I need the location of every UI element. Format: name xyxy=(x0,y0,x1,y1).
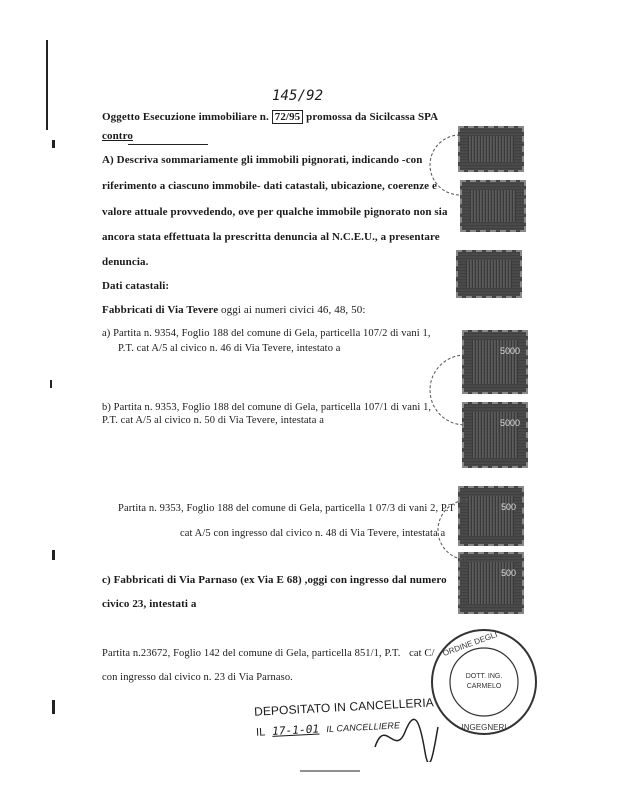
postmark-arc-1 xyxy=(420,130,480,200)
item-d-line-2: con ingresso dal civico n. 23 di Via Parnaso. xyxy=(102,672,293,683)
bottom-scan-mark xyxy=(300,770,360,772)
handwritten-file-number: 145/92 xyxy=(272,88,324,104)
item-c-label: c) Fabbricati di Via Parnaso (ex Via E 68) xyxy=(102,574,302,586)
svg-text:CARMELO: CARMELO xyxy=(466,683,502,690)
postmark-arc-2 xyxy=(420,350,480,430)
signature xyxy=(370,712,440,762)
question-a-line-2: riferimento a ciascuno immobile- dati catastali, ubicazione, coerenze e xyxy=(102,180,437,192)
deposit-prefix: IL xyxy=(255,726,266,739)
stamp-5-value: 5000 xyxy=(499,418,520,428)
engineer-seal xyxy=(428,626,540,738)
question-a-line-5: denuncia. xyxy=(102,256,149,268)
item-c-line-2: civico 23, intestati a xyxy=(102,598,197,610)
scan-mark-top-left xyxy=(46,40,48,130)
item-c-rest: ,oggi con ingresso dal numero xyxy=(304,574,447,586)
deposit-date: 17-1-01 xyxy=(271,722,320,738)
oggetto-line xyxy=(102,111,438,123)
question-a-line-4: ancora stata effettuata la prescritta denuncia al N.C.E.U., a presentare xyxy=(102,231,440,243)
fabbricati-tevere-line xyxy=(102,304,365,316)
item-c-line-1 xyxy=(102,574,447,586)
item-a-line-2: P.T. cat A/5 al civico n. 46 di Via Tevere, intestato a xyxy=(118,343,341,354)
fabbricati-tevere-rest: oggi ai numeri civici 46, 48, 50: xyxy=(221,304,366,316)
case-number: 72/95 xyxy=(272,110,304,124)
question-a-line-3: valore attuale provvedendo, ove per qualche immobile pignorato non sia xyxy=(102,206,448,218)
stamp-6-value: 500 xyxy=(500,502,516,512)
oggetto-suffix: promossa da Sicilcassa SPA xyxy=(306,111,439,123)
stamp-7-value: 500 xyxy=(500,568,516,578)
fabbricati-tevere-label: Fabbricati di Via Tevere xyxy=(102,304,219,316)
item-d-cat: cat C/ xyxy=(409,648,435,659)
scan-mark-left-3 xyxy=(52,550,55,560)
stamp-4-value: 5000 xyxy=(499,346,520,356)
svg-text:DOTT. ING.: DOTT. ING. xyxy=(465,673,503,680)
revenue-stamp-3 xyxy=(456,250,522,298)
postmark-arc-3 xyxy=(430,495,480,565)
contro-label: contro xyxy=(102,130,133,142)
svg-text:ORDINE DEGLI: ORDINE DEGLI xyxy=(441,629,499,658)
item-d-text: Partita n.23672, Foglio 142 del comune di Gela, particella 851/1, P.T. xyxy=(102,648,401,659)
item-b-line-1: b) Partita n. 9353, Foglio 188 del comune di Gela, particella 107/1 di vani 1, xyxy=(102,402,432,413)
contro-underline xyxy=(128,144,208,145)
item-d-line-1 xyxy=(102,648,435,659)
item-a-line-1: a) Partita n. 9354, Foglio 188 del comune di Gela, particella 107/2 di vani 1, xyxy=(102,328,431,339)
deposit-stamp-line-1: DEPOSITATO IN CANCELLERIA xyxy=(253,695,435,719)
oggetto-prefix: Oggetto Esecuzione immobiliare n. xyxy=(102,111,269,123)
item-b2-line-1: Partita n. 9353, Foglio 188 del comune di Gela, particella 1 07/3 di vani 2, P.T xyxy=(118,503,455,514)
dati-catastali-heading: Dati catastali: xyxy=(102,280,170,292)
scan-mark-left-2 xyxy=(50,380,52,388)
item-b2-line-2: cat A/5 con ingresso dal civico n. 48 di Via Tevere, intestata a xyxy=(180,528,446,539)
item-b-line-2: P.T. cat A/5 al civico n. 50 di Via Tevere, intestata a xyxy=(102,415,324,426)
svg-text:INGEGNERI: INGEGNERI xyxy=(461,723,507,732)
scan-mark-left-1 xyxy=(52,140,55,148)
scan-mark-left-4 xyxy=(52,700,55,714)
question-a-line-1: A) Descriva sommariamente gli immobili pignorati, indicando -con xyxy=(102,154,423,166)
deposit-cancelliere: IL CANCELLIERE xyxy=(326,720,401,735)
